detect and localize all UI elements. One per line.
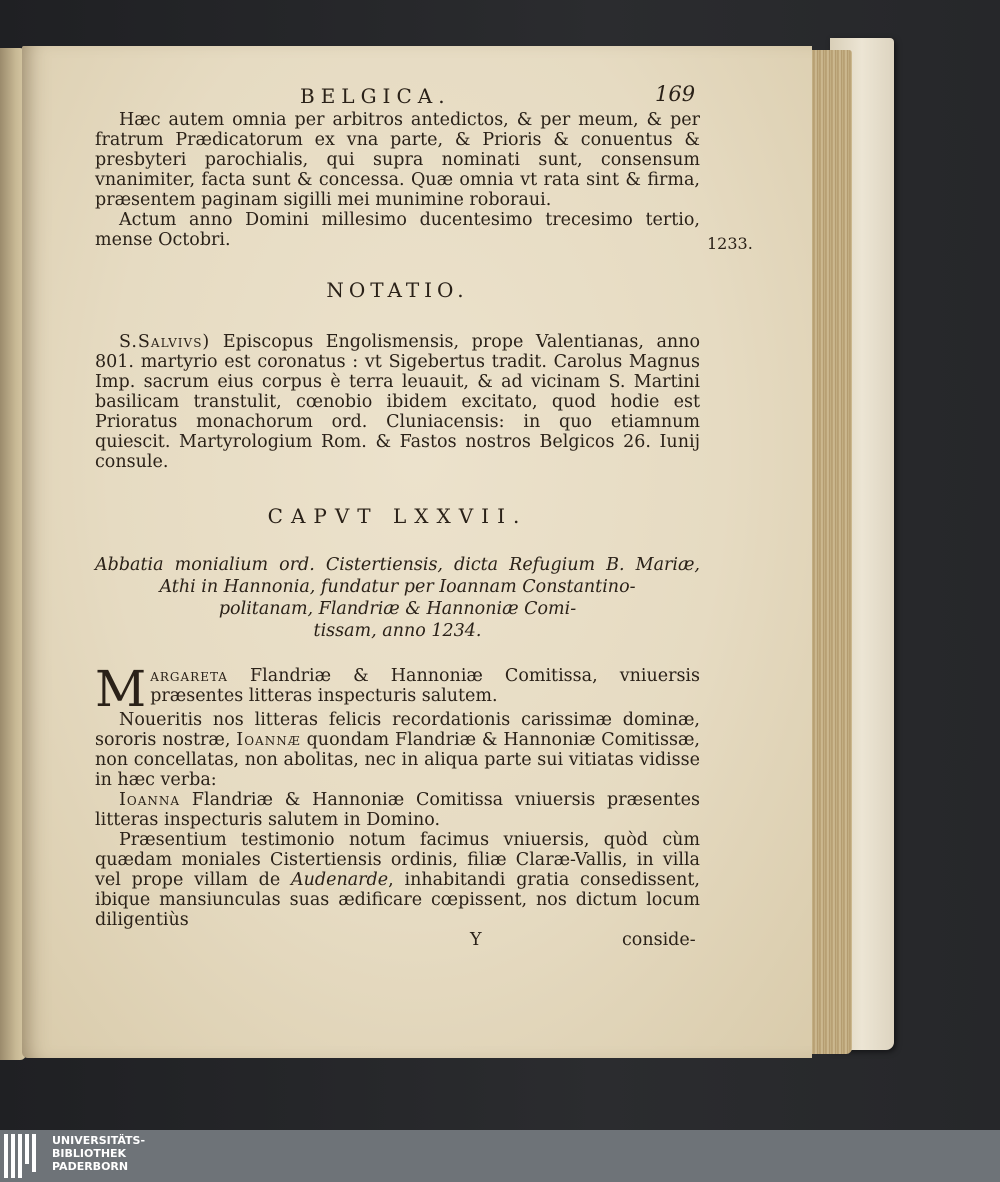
rubric-line-3: politanam, Flandriæ & Hannoniæ Comi- (218, 599, 577, 619)
paragraph-6-b: , inhabitandi gratia consedissent, ibique mansiunculas suas ædificare cœpissent, nos dictum locum diligentiùs (95, 870, 700, 930)
paragraph-3 (95, 660, 700, 718)
paragraph-6-a: Præsentium testimonio notum facimus vniuersis, quòd cùm quædam moniales Cistertiensis ordinis, filiæ Claræ-Vallis, in villa vel prope villam de (95, 830, 700, 890)
paragraph-3-text: Flandriæ & Hannoniæ Comitissa, vniuersis præsentes litteras inspecturis salutem. (150, 666, 700, 706)
library-logo-icon (4, 1134, 48, 1178)
paragraph-6-place: Audenarde (291, 870, 389, 890)
catchword: conside- (622, 930, 696, 950)
drop-capital: M (95, 660, 147, 718)
chapter-rubric (95, 554, 700, 642)
paragraph-4-a: Noueritis nos litteras felicis recordationis carissimæ dominæ, sororis nostræ, (95, 710, 700, 750)
margin-year: 1233. (707, 234, 753, 253)
paragraph-3-lead: argareta (150, 666, 228, 686)
heading-caput: CAPVT LXXVII. (267, 504, 528, 528)
logo-line-3: PADERBORN (52, 1160, 129, 1173)
running-title: BELGICA. (300, 84, 451, 108)
library-logo-text[interactable] (52, 1134, 145, 1173)
paragraph-5-name: Ioanna (119, 790, 181, 810)
rubric-line-2: Athi in Hannonia, fundatur per Ioannam Constantino- (159, 577, 636, 597)
running-head (95, 84, 700, 110)
paragraph-4-name: Ioannæ (236, 730, 301, 750)
footer-bar (0, 1130, 1000, 1182)
paragraph-5-text: Flandriæ & Hannoniæ Comitissa vniuersis præsentes litteras inspecturis salutem in Domino. (95, 790, 700, 830)
paragraph-6 (95, 830, 700, 930)
page-text (95, 82, 753, 952)
catch-line (95, 930, 700, 952)
paragraph-4-b: quondam Flandriæ & Hannoniæ Comitissæ, non concellatas, non abolitas, nec in aliqua parte sui vitiatas vidisse in hæc verba: (95, 730, 700, 790)
rubric-line-4: tissam, anno 1234. (313, 621, 482, 641)
paragraph-5 (95, 790, 700, 830)
page-number: 169 (655, 82, 696, 106)
paragraph-2: Actum anno Domini millesimo ducentesimo trecesimo tertio, mense Octobri. (95, 210, 700, 250)
notatio-paragraph (95, 332, 700, 472)
rubric-line-1: Abbatia monialium ord. Cistertiensis, dicta Refugium B. Mariæ, (95, 555, 700, 575)
logo-line-1: UNIVERSITÄTS- (52, 1134, 146, 1147)
heading-notatio: NOTATIO. (326, 278, 469, 302)
paragraph-4 (95, 710, 700, 790)
signature-mark: Y (470, 930, 482, 950)
logo-line-2: BIBLIOTHEK (52, 1147, 127, 1160)
paragraph-1: Hæc autem omnia per arbitros antedictos, & per meum, & per fratrum Prædicatorum ex vna parte, & Prioris & conuentus & presbyteri parochialis, qui supra nominati sunt, consensum vnanimiter, facta sunt & concessa. Quæ omnia vt rata sint & firma, præsentem paginam sigilli mei munimine roboraui. (95, 110, 700, 210)
notatio-text: Episcopus Engolismensis, prope Valentianas, anno 801. martyrio est coronatus : vt Sigebertus tradit. Carolus Magnus Imp. sacrum eius corpus è terra leuauit, & ad vicinam S. Martini basilicam transtulit, cœnobio ibidem excitato, quod hodie est Prioratus monachorum ord. Cluniacensis: in quo etiamnum quiescit. Martyrologium Rom. & Fastos nostros Belgicos 26. Iunij consule. (95, 332, 700, 472)
notatio-lead: S.Salvivs) (119, 332, 211, 352)
